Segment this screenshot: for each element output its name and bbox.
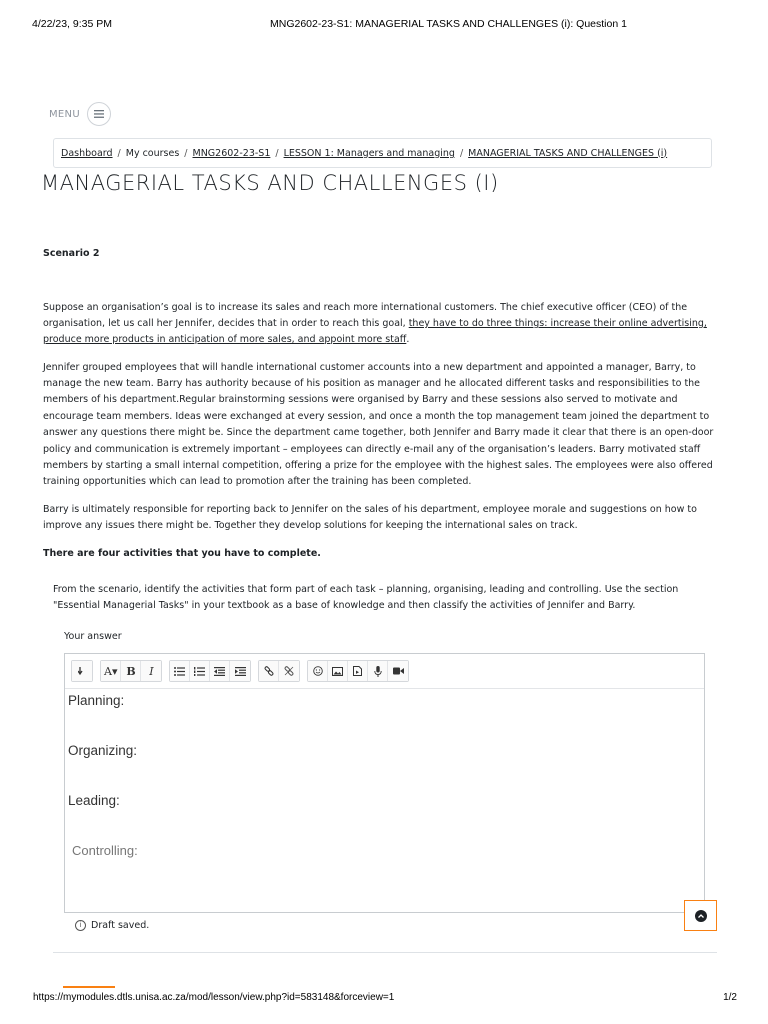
outdent-icon[interactable]	[210, 661, 230, 681]
scenario-paragraph-1-text: Suppose an organisation’s goal is to increase its sales and reach more international customers. The chief executive officer (CEO) of the organisation, let us call her Jennifer, decides that in order to reach this goal,	[43, 301, 688, 329]
record-video-icon[interactable]	[388, 661, 408, 681]
toolbar-group-links	[258, 660, 300, 682]
scenario-paragraph-2: Jennifer grouped employees that will handle international customer accounts into a new department and appointed a manager, Barry, to manage the new team. Barry has authority because of his position as manager and he allocated different tasks and responsibilities to the members of his department.Regular brainstorming sessions were organised by Barry and these sessions also served to motivate and encourage team members. Ideas were exchanged at every session, and once a month the top management team joined the department to answer any questions there might be. Since the department came together, both Jennifer and Barry made it clear that there is an open-door policy and communication is extremely important – employees can directly e-mail any of the organisation’s leaders. Barry motivated staff members by starting a small internal competition, offering a prize for the employee with the highest sales. The employees were also offered training opportunities which can lead to promotion after the training has been completed.	[43, 361, 714, 488]
expand-toolbar-icon[interactable]	[72, 661, 92, 681]
numbered-list-icon[interactable]	[190, 661, 210, 681]
scenario-paragraph-1	[43, 300, 727, 349]
bullet-list-icon[interactable]	[170, 661, 190, 681]
question-text: From the scenario, identify the activities that form part of each task – planning, organising, leading and controlling. Use the section "Essential Managerial Tasks" in your textbook as a base of knowledge and then classify the activities of Jennifer and Barry.	[53, 584, 679, 612]
image-icon[interactable]	[328, 661, 348, 681]
chevron-up-icon	[695, 910, 707, 922]
scenario-paragraph-3: Barry is ultimately responsible for reporting back to Jennifer on the sales of his department, employee morale and suggestions on how to improve any issues there might be. Together they develop solutions for keeping the international sales on track.	[43, 503, 697, 531]
page-title	[41, 164, 641, 192]
breadcrumb-separator: /	[275, 147, 279, 159]
print-footer	[33, 992, 737, 1003]
answer-line-controlling[interactable]: Controlling:	[72, 843, 138, 858]
editor-toolbar	[65, 654, 704, 689]
breadcrumb-separator: /	[459, 147, 464, 159]
print-datetime: 4/22/23, 9:35 PM	[32, 18, 112, 30]
answer-line-planning[interactable]: Planning:	[68, 693, 125, 708]
breadcrumb-my-courses: My courses	[125, 147, 180, 159]
scenario-paragraph-1-end: .	[406, 334, 410, 346]
draft-status	[75, 920, 149, 931]
breadcrumb	[53, 138, 712, 168]
font-size-icon[interactable]: A ▾	[101, 661, 121, 681]
answer-editor[interactable]	[64, 653, 705, 913]
editor-content[interactable]	[65, 689, 704, 897]
back-to-top-button[interactable]	[684, 900, 717, 931]
print-page-number: 1/2	[723, 992, 737, 1003]
record-audio-icon[interactable]	[368, 661, 388, 681]
print-page-title: MNG2602-23-S1: MANAGERIAL TASKS AND CHALLENGES (i): Question 1	[270, 18, 627, 30]
unlink-icon[interactable]	[279, 661, 299, 681]
breadcrumb-dashboard[interactable]: Dashboard	[61, 147, 113, 159]
answer-label: Your answer	[64, 631, 122, 642]
media-icon[interactable]	[348, 661, 368, 681]
italic-icon[interactable]: I	[141, 661, 161, 681]
draft-status-text: Draft saved.	[91, 920, 150, 931]
next-button-edge	[63, 986, 115, 988]
toolbar-group-media	[307, 660, 409, 682]
link-icon[interactable]	[259, 661, 279, 681]
breadcrumb-separator: /	[117, 147, 121, 159]
emoji-icon[interactable]	[308, 661, 328, 681]
toolbar-group-toggle	[71, 660, 93, 682]
breadcrumb-separator: /	[184, 147, 188, 159]
scenario-highlight-link[interactable]: they have to do three things: increase their online advertising, produce more products in anticipation of more sales, and appoint more staff	[43, 317, 707, 346]
breadcrumb-lesson[interactable]: LESSON 1: Managers and managing	[283, 147, 455, 159]
bold-icon[interactable]: B	[121, 661, 141, 681]
page-title-text: MANAGERIAL TASKS AND CHALLENGES (I)	[41, 171, 499, 192]
activities-instruction: There are four activities that you have to complete.	[43, 547, 321, 559]
menu-toggle[interactable]	[49, 102, 111, 126]
hamburger-icon[interactable]	[87, 102, 111, 126]
toolbar-group-style	[100, 660, 162, 682]
section-divider	[53, 952, 717, 953]
answer-line-organizing[interactable]: Organizing:	[68, 743, 138, 758]
print-url: https://mymodules.dtls.unisa.ac.za/mod/lesson/view.php?id=583148&forceview=1	[33, 992, 395, 1003]
menu-label: MENU	[49, 108, 80, 120]
answer-line-leading[interactable]: Leading:	[68, 793, 120, 808]
print-header	[32, 18, 736, 32]
breadcrumb-current-page[interactable]: MANAGERIAL TASKS AND CHALLENGES (i)	[468, 147, 668, 159]
font-button-label: A	[104, 664, 112, 678]
info-icon: i	[75, 920, 86, 931]
breadcrumb-course[interactable]: MNG2602-23-S1	[192, 147, 271, 159]
indent-icon[interactable]	[230, 661, 250, 681]
toolbar-group-lists	[169, 660, 251, 682]
scenario-title: Scenario 2	[43, 248, 100, 259]
